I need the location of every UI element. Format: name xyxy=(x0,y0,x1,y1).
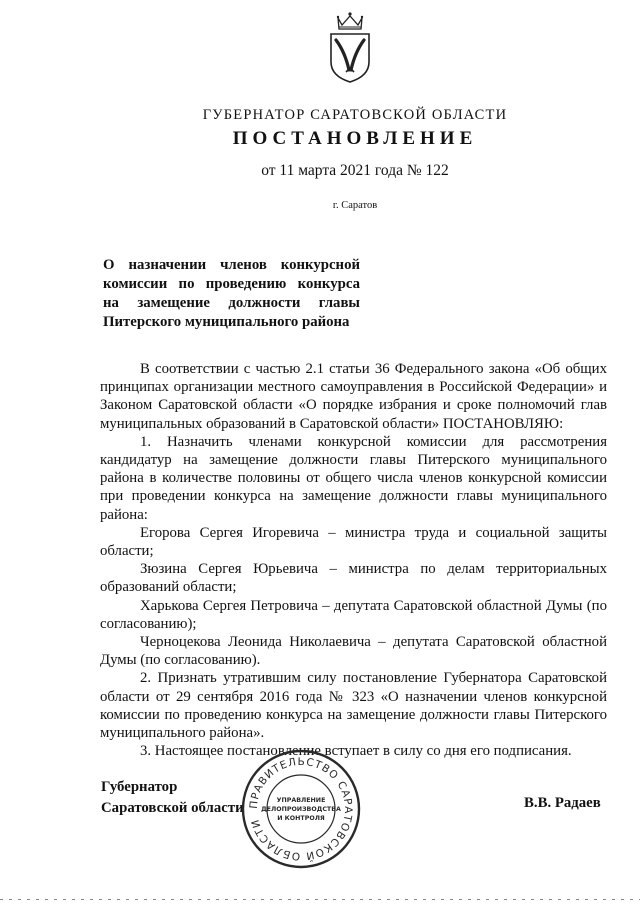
preamble-paragraph: В соответствии с частью 2.1 статьи 36 Федерального закона «Об общих принципах организации местного самоуправления в Российской Федерации» и Законом Саратовской области «О порядке избрания и сроке полномочий глав муниципальных образований в Саратовской области» ПОСТАНОВЛЯЮ: xyxy=(100,361,607,432)
document-title xyxy=(103,256,360,332)
member-zyuzin: Зюзина Сергея Юрьевича – министра по делам территориальных образований области; xyxy=(100,561,607,596)
clause-2-paragraph: 2. Признать утратившим силу постановление Губернатора Саратовской области от 29 сентября 2016 года № 323 «О назначении членов конкурсной комиссии по проведению конкурса на замещение должности главы Питерского муниципального района». xyxy=(100,670,607,742)
title-line: на замещение должности главы xyxy=(103,295,360,311)
signatory-name: В.В. Радаев xyxy=(524,795,601,811)
signatory-position xyxy=(101,777,244,819)
official-stamp xyxy=(240,748,362,870)
clause-1-paragraph: 1. Назначить членами конкурсной комиссии для рассмотрения кандидатур на замещение должности главы Питерского муниципального района в количестве половины от общего числа членов конкурсной комиссии при проведении конкурса на замещение должности главы муниципального района: xyxy=(100,433,607,523)
stamp-center-line: И КОНТРОЛЯ xyxy=(277,815,325,822)
member-egorov: Егорова Сергея Игоревича – министра труда и социальной защиты области; xyxy=(100,524,607,560)
scan-artifact-line xyxy=(0,899,640,900)
member-kharkov: Харькова Сергея Петровича – депутата Саратовской областной Думы (по согласованию); xyxy=(100,597,607,632)
stamp-center-line: УПРАВЛЕНИЕ xyxy=(276,797,326,804)
stamp-ring-text: ПРАВИТЕЛЬСТВО САРАТОВСКОЙ ОБЛАСТИ xyxy=(247,755,355,863)
issuing-authority: ГУБЕРНАТОР САРАТОВСКОЙ ОБЛАСТИ xyxy=(202,107,508,123)
signatory-position-line: Саратовской области xyxy=(101,800,244,816)
document-date-number: от 11 марта 2021 года № 122 xyxy=(261,162,449,179)
document-type: ПОСТАНОВЛЕНИЕ xyxy=(232,128,478,149)
title-line: Питерского муниципального района xyxy=(103,314,350,330)
title-line: О назначении членов конкурсной xyxy=(103,257,360,273)
stamp-center-line: ДЕЛОПРОИЗВОДСТВА xyxy=(261,806,341,813)
clause-3-paragraph: 3. Настоящее постановление вступает в силу со дня его подписания. xyxy=(140,743,572,760)
document-city: г. Саратов xyxy=(332,200,378,211)
member-chernotsekov: Черноцекова Леонида Николаевича – депутата Саратовской областной Думы (по согласованию). xyxy=(100,634,607,669)
title-line: комиссии по проведению конкурса xyxy=(103,276,360,292)
signatory-position-line: Губернатор xyxy=(101,779,178,795)
document-body xyxy=(100,360,607,760)
saratov-coat-of-arms-icon xyxy=(325,10,375,85)
